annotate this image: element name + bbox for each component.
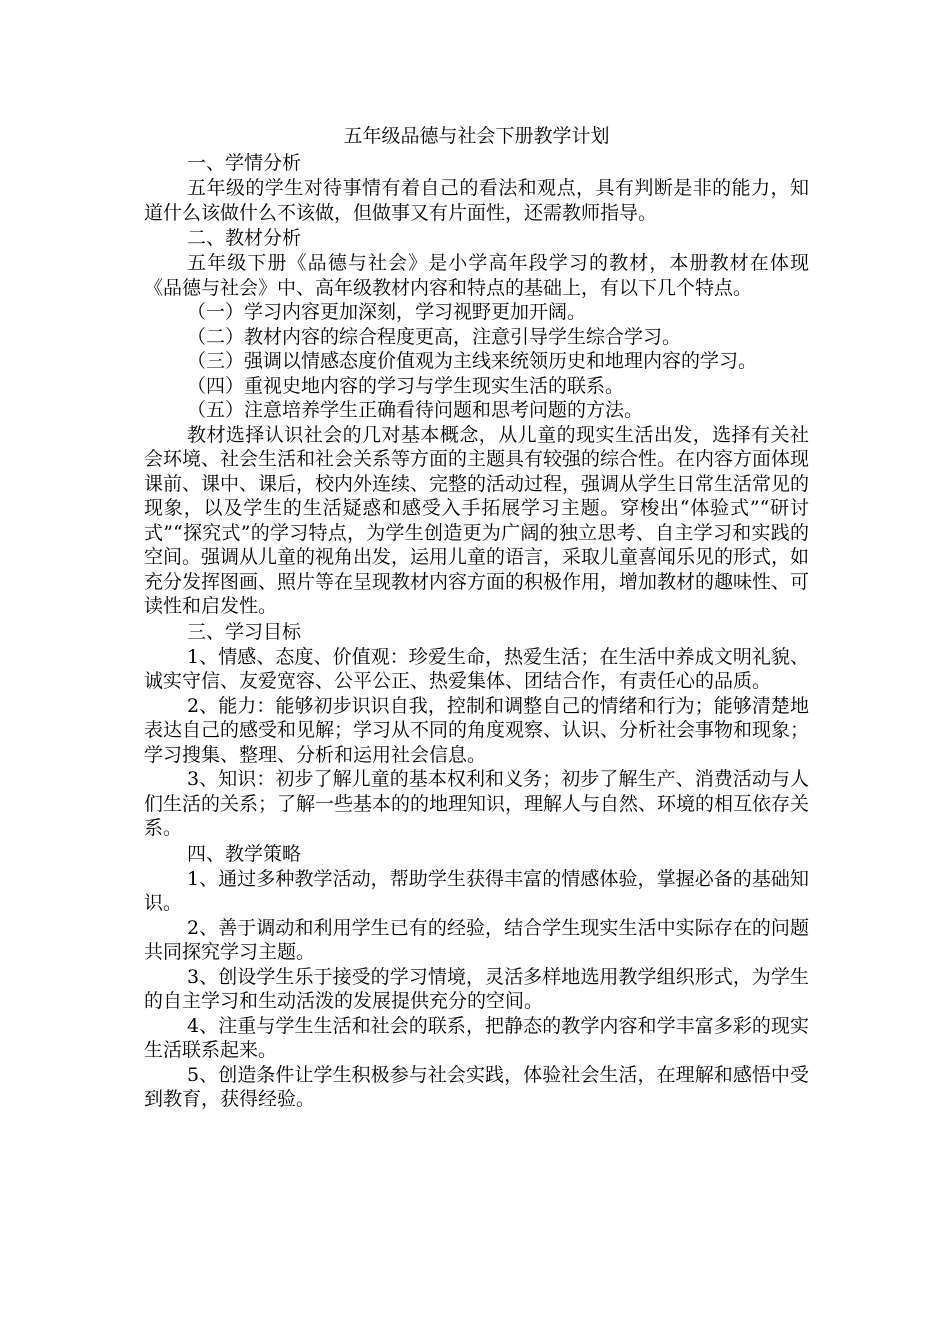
paragraph: （五）注意培养学生正确看待问题和思考问题的方法。	[187, 399, 644, 421]
paragraph: 2、能力：能够初步识识自我，控制和调整自己的情绪和行为；能够清楚地表达自己的感受和见解；学习从不同的角度观察、认识、分析社会事物和现象；学习搜集、整理、分析和运用社会信息。	[144, 694, 810, 766]
paragraph: 1、情感、态度、价值观：珍爱生命，热爱生活；在生活中养成文明礼貌、诚实守信、友爱宽容、公平公正、热爱集体、团结合作，有责任心的品质。	[144, 645, 809, 692]
section-heading: 四、教学策略	[187, 842, 302, 865]
paragraph: 五年级的学生对待事情有着自己的看法和观点，具有判断是非的能力，知道什么该做什么不该做，但做事又有片面性，还需教师指导。	[144, 177, 809, 224]
paragraph: （四）重视史地内容的学习与学生现实生活的联系。	[187, 374, 625, 397]
paragraph: 五年级下册《品德与社会》是小学高年段学习的教材，本册教材在体现《品德与社会》中、高年级教材内容和特点的基础上，有以下几个特点。	[144, 252, 809, 299]
section-heading: 一、学情分析	[187, 152, 302, 174]
section-learning-analysis	[144, 150, 809, 225]
paragraph: 3、知识：初步了解儿童的基本权利和义务；初步了解生产、消费活动与人们生活的关系；了解一些基本的的地理知识，理解人与自然、环境的相互依存关系。	[144, 768, 810, 839]
section-heading: 三、学习目标	[187, 620, 302, 643]
document-title: 五年级品德与社会下册教学计划	[343, 125, 610, 147]
paragraph: 5、创造条件让学生积极参与社会实践，体验社会生活，在理解和感悟中受到教育，获得经验。	[144, 1063, 809, 1110]
paragraph: 3、创设学生乐于接受的学习情境，灵活多样地选用教学组织形式，为学生的自主学习和生动活泼的发展提供充分的空间。	[144, 965, 809, 1012]
paragraph: （一）学习内容更加深刻，学习视野更加开阔。	[187, 301, 587, 323]
section-learning-goals	[144, 619, 809, 841]
paragraph: 教材选择认识社会的几对基本概念，从儿童的现实生活出发，选择有关社会环境、社会生活和社会关系等方面的主题具有较强的综合性。在内容方面体现课前、课中、课后，校内外连续、完整的活动过程，强调从学生日常生活常见的现象，以及学生的生活疑惑和感受入手拓展学习主题。穿梭出“体验式”“研讨式”“探究式”的学习特点，为学生创造更为广阔的独立思考、自主学习和实践的空间。强调从儿童的视角出发，运用儿童的语言，采取儿童喜闻乐见的形式，如充分发挥图画、照片等在呈现教材内容方面的积极作用，增加教材的趣味性、可读性和启发性。	[144, 423, 810, 617]
section-teaching-strategy	[144, 841, 809, 1112]
paragraph: 1、通过多种教学活动，帮助学生获得丰富的情感体验，掌握必备的基础知识。	[144, 867, 809, 914]
paragraph: （二）教材内容的综合程度更高，注意引导学生综合学习。	[187, 325, 682, 348]
paragraph: 2、善于调动和利用学生已有的经验，结合学生现实生活中实际存在的问题共同探究学习主题。	[144, 916, 809, 963]
section-textbook-analysis	[144, 225, 809, 619]
document-page	[144, 122, 809, 1112]
paragraph: （三）强调以情感态度价值观为主线来统领历史和地理内容的学习。	[187, 350, 758, 372]
section-heading: 二、教材分析	[187, 227, 302, 249]
paragraph: 4、注重与学生生活和社会的联系，把静态的教学内容和学丰富多彩的现实生活联系起来。	[144, 1014, 809, 1061]
